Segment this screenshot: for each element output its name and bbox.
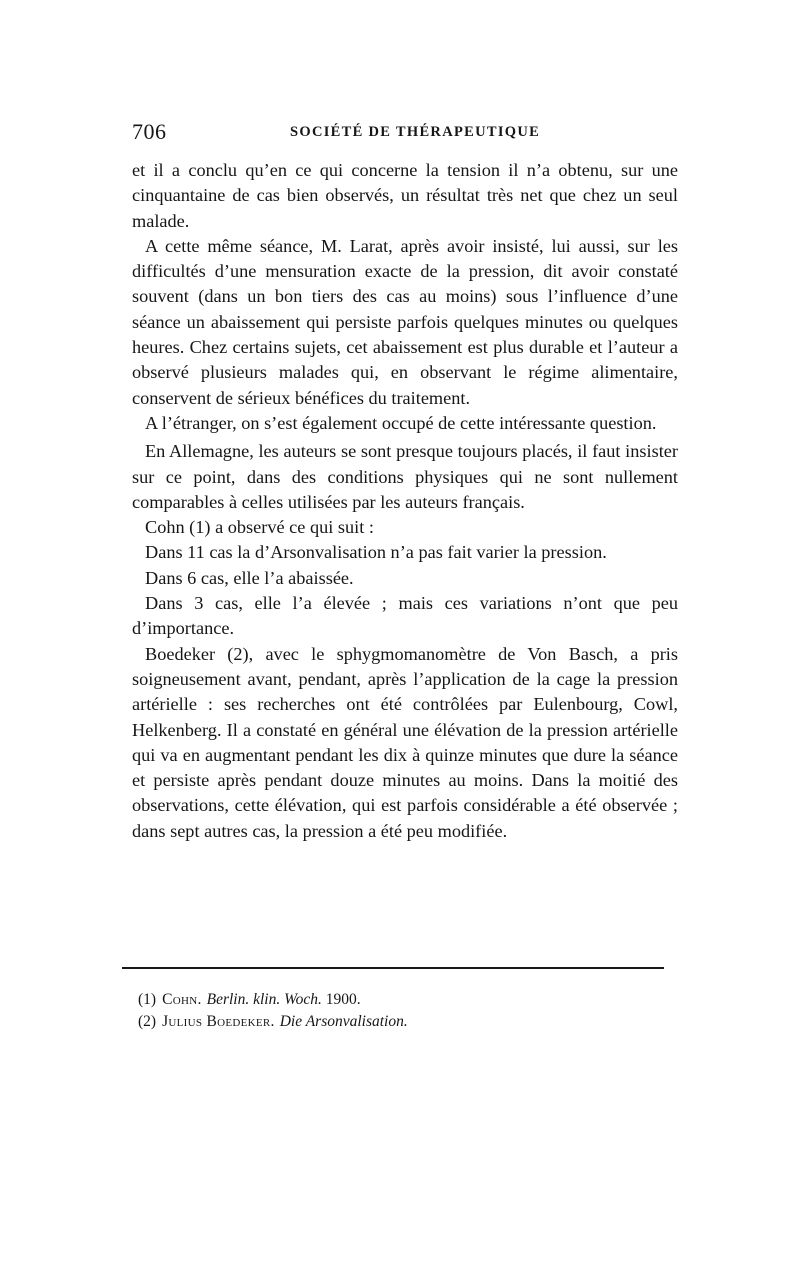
footnote-1 [138,989,658,1011]
paragraph: Dans 3 cas, elle l’a élevée ; mais ces variations n’ont que peu d’importance. [132,593,678,639]
footnote-author: Julius Boedeker. [162,1013,275,1030]
paragraph: A l’étranger, on s’est également occupé de cette intéressante question. [145,412,657,433]
paragraph: Dans 6 cas, elle l’a abaissée. [145,567,354,588]
footnote-detail: 1900. [325,991,361,1008]
running-head: SOCIÉTÉ DE THÉRAPEUTIQUE [290,124,541,140]
footnote-rule [122,967,664,969]
paragraph: Cohn (1) a observé ce qui suit : [145,517,374,538]
paragraph: A cette même séance, M. Larat, après avoir insisté, lui aussi, sur les difficultés d’une mensuration exacte de la pression, dit avoir constaté souvent (dans un bon tiers des cas au moins) sous l’influence d’une séance un abaissement qui persiste parfois quelques minutes ou quelques heures. Chez certains sujets, cet abaissement est plus durable et l’auteur a observé plusieurs malades qui, en observant le régime alimentaire, conservent de sérieux bénéfices du traitement. [132,235,678,408]
footnote-mark: (2) [138,1013,157,1030]
footnote-title: Berlin. klin. Woch. [206,991,322,1008]
footnotes [138,989,658,1033]
paragraph: et il a conclu qu’en ce qui concerne la tension il n’a obtenu, sur une cinquantaine de cas bien observés, un résultat très net que chez un seul malade. [132,160,678,231]
footnote-author: Cohn. [162,991,202,1008]
paragraph: Boedeker (2), avec le sphygmomanomètre de Von Basch, a pris soigneusement avant, pendant, après l’application de la cage la pression artérielle : ses recherches ont été contrôlées par Eulenbourg, Cowl, Helkenberg. Il a constaté en général une élévation de la pression artérielle qui va en augmentant pendant les dix à quinze minutes que dure la séance et persiste après pendant douze minutes au moins. Dans la moitié des observations, cette élévation, qui est parfois considérable a été observée ; dans sept autres cas, la pression a été peu modifiée. [132,643,678,841]
footnote-title: Die Arsonvalisation. [279,1013,408,1030]
page-header [132,119,678,145]
paragraph: En Allemagne, les auteurs se sont presque toujours placés, il faut insister sur ce point, dans des conditions physiques qui ne sont nullement comparables à celles utilisées par les auteurs français. [132,441,678,512]
page-number: 706 [132,119,167,144]
footnote-2 [138,1011,658,1033]
body-text [132,158,678,844]
footnote-mark: (1) [138,991,157,1008]
paragraph: Dans 11 cas la d’Arsonvalisation n’a pas fait varier la pression. [145,542,607,563]
